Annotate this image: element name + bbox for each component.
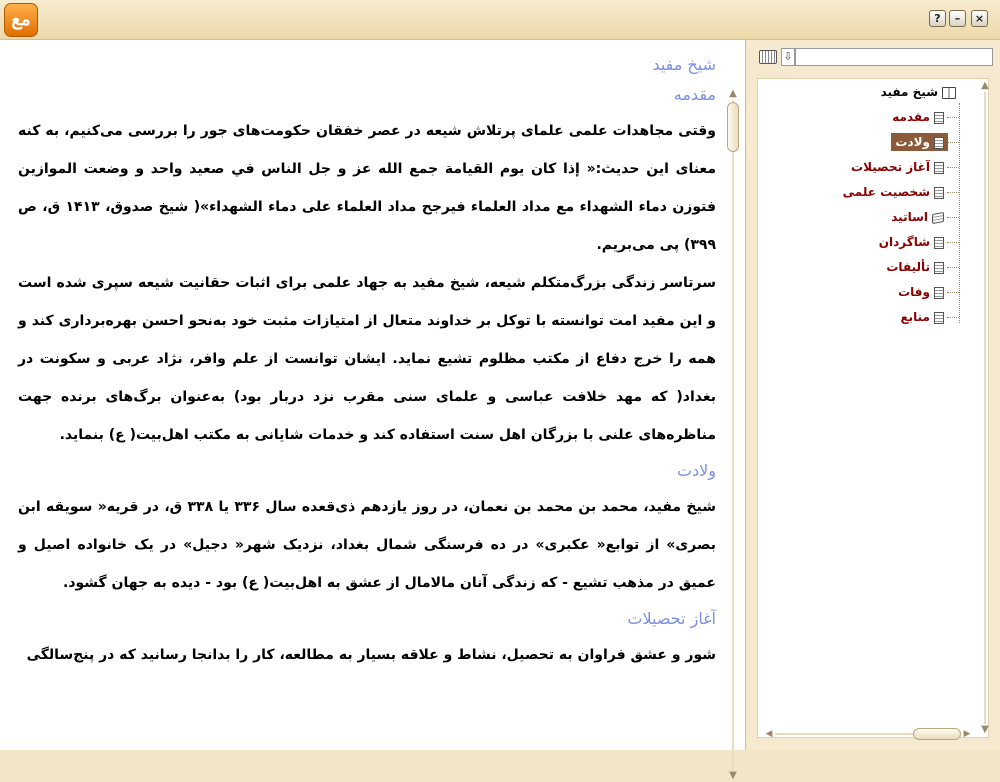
toc-item-scholarship[interactable]: شخصیت علمی [839, 183, 948, 201]
toc-scrollbar[interactable] [978, 80, 992, 736]
toc-item-death[interactable]: وفات [894, 283, 948, 301]
toc-horizontal-scrollbar[interactable] [763, 728, 973, 740]
toc-item-sources[interactable]: منابع [896, 308, 948, 326]
document-title: شیخ مفید [652, 55, 716, 74]
page-icon [934, 287, 944, 299]
toc-item-teachers[interactable]: اساتید [887, 208, 948, 226]
scroll-right-icon[interactable]: ▶ [963, 729, 971, 739]
paragraph: شیخ مفید، محمد بن محمد بن نعمان، در روز یازدهم ذی‌قعده سال ۳۳۶ یا ۳۳۸ ق، در قریه« سویقه ابن بصری» از توابع« عکبری» در ده فرسنگی شمال بغداد، نزدیک شهر« دجیل» در یک خانواده اصیل و عمیق در مذهب تشیع - که زندگی آنان مالامال از عشق به اهل‌بیت( ع) بود - دیده به جهان گشود. [18, 499, 716, 591]
paragraph: شور و عشق فراوان به تحصیل، نشاط و علاقه بسیار به مطالعه، کار را بدانجا رسانید که در پنج‌سالگی [26, 647, 716, 663]
scroll-thumb[interactable] [913, 728, 961, 740]
tree-branch [947, 167, 959, 168]
minimize-button[interactable]: – [949, 10, 966, 27]
search-input[interactable] [795, 48, 993, 66]
toc-item-education[interactable]: آغاز تحصیلات [847, 158, 948, 176]
scroll-thumb[interactable] [727, 102, 739, 152]
scroll-left-icon[interactable]: ◀ [765, 729, 773, 739]
keyboard-icon[interactable] [759, 50, 777, 64]
toc-panel [747, 40, 1000, 750]
tree-branch [947, 142, 959, 143]
tree-branch [947, 242, 959, 243]
page-icon [934, 187, 944, 199]
title-bar [0, 0, 1000, 40]
scroll-up-icon[interactable]: ▲ [729, 88, 737, 99]
page-icon [934, 162, 944, 174]
toc-item-intro[interactable]: مقدمه [888, 108, 948, 126]
scroll-up-icon[interactable]: ▲ [981, 80, 989, 91]
section-heading-education: آغاز تحصیلات [627, 609, 716, 628]
page-icon [934, 262, 944, 274]
app-logo-icon[interactable]: مع [4, 3, 38, 37]
toc-item-birth[interactable]: ولادت [891, 133, 948, 151]
scroll-track[interactable] [732, 100, 734, 770]
content-scrollbar[interactable] [726, 88, 740, 782]
toc-tree [757, 78, 989, 738]
tree-connector [959, 103, 960, 323]
down-arrow-icon[interactable]: ⇩ [781, 48, 795, 66]
tree-branch [947, 267, 959, 268]
open-book-icon [942, 87, 956, 99]
help-button[interactable]: ? [929, 10, 946, 27]
page-icon [934, 237, 944, 249]
section-heading-intro: مقدمه [673, 85, 716, 104]
document-text [18, 52, 716, 742]
tree-branch [947, 117, 959, 118]
toc-root[interactable]: شیخ مفید [856, 85, 956, 103]
page-icon [934, 112, 944, 124]
tree-branch [947, 292, 959, 293]
paragraph: وقتی مجاهدات علمی علمای پرتلاش شیعه در عصر خفقان حکومت‌های جور را بررسی می‌کنیم، به کنه معنای این حدیث:« إذا کان یوم القیامة جمع الله عز و جل الناس في صعید واحد و وضعت الموازین فتوزن دماء الشهداء مع مداد العلماء فیرجح مداد العلماء علی دماء الشهداء»( شیخ صدوق، ۱۴۱۳ ق، ص ۳۹۹) پی می‌بریم. [18, 123, 716, 253]
tree-branch [947, 192, 959, 193]
page-icon [934, 312, 944, 324]
toc-item-students[interactable]: شاگردان [875, 233, 948, 251]
paragraph: سرتاسر زندگی بزرگ‌متکلم شیعه، شیخ مفید به جهاد علمی برای اثبات حقانیت شیعه سپری شده است و این مفید امت توانسته با توکل بر خداوند متعال از امتیازات مثبت خود به‌نحو احسن بهره‌برداری کند و همه را خرج دفاع از مکتب مظلوم تشیع نماید. ایشان توانست از علم وافر، نژاد عربی و سکونت در بغداد( که مهد خلافت عباسی و علمای سنی مقرب نزد دربار بود) به‌عنوان برگ‌های برنده جهت مناظره‌های علنی با بزرگان اهل سنت استفاده کند و خدمات شایانی به مکتب اهل‌بیت( ع) بنماید. [18, 275, 716, 443]
scroll-track[interactable] [984, 92, 986, 724]
scroll-down-icon[interactable]: ▼ [981, 724, 989, 735]
scroll-down-icon[interactable]: ▼ [729, 770, 737, 781]
tree-branch [947, 317, 959, 318]
toc-item-works[interactable]: تألیفات [882, 258, 948, 276]
tree-branch [947, 217, 959, 218]
book-icon [932, 211, 944, 223]
content-pane [0, 40, 746, 781]
close-button[interactable]: × [971, 10, 988, 27]
page-icon [934, 137, 944, 149]
section-heading-birth: ولادت [676, 461, 716, 480]
